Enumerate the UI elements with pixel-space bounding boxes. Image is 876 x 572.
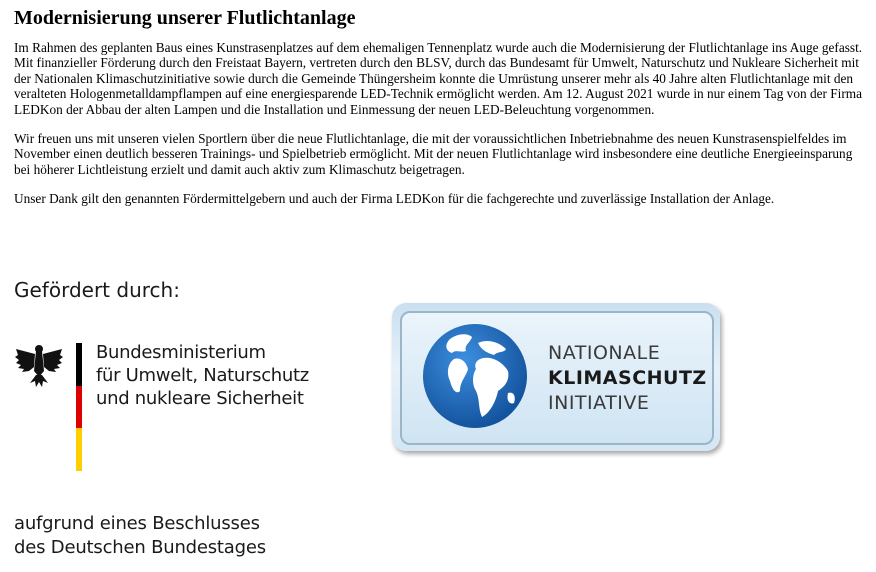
decision-line-1: aufgrund eines Beschlusses (14, 513, 260, 534)
federal-eagle-icon (14, 341, 64, 389)
decision-line-2: des Deutschen Bundestages (14, 537, 266, 558)
ministry-name-line-1: Bundesministerium (96, 342, 266, 363)
article (14, 6, 864, 221)
ministry-name (96, 341, 309, 410)
flag-red-stripe (76, 386, 82, 429)
initiative-name (548, 341, 707, 416)
article-paragraph-1: Im Rahmen des geplanten Baus eines Kunstrasenplatzes auf dem ehemaligen Tennenplatz wurde auch die Modernisierung der Flutlichtanlage ins Auge gefasst. Mit finanzieller Förderung durch den Freistaat Bayern, vertreten durch den BLSV, durch das Bundesamt für Umwelt, Naturschutz und Nukleare Sicherheit mit der Nationalen Klimaschutzinitiative sowie durch die Gemeinde Thüngersheim konnte die Umrüstung unserer mehr als 40 Jahre alten Flutlichtanlage mit den veralteten Hologenmetalldampflampen auf eine energiesparende LED-Technik ermöglicht werden. Am 12. August 2021 wurde in nur einem Tag von der Firma LEDKon der Abbau der alten Lampen und die Installation und Einmessung der neuen LED-Beleuchtung vorgenommen. (14, 40, 863, 117)
sponsor-heading: Gefördert durch: (14, 278, 180, 302)
article-paragraph-2: Wir freuen uns mit unseren vielen Sportlern über die neue Flutlichtanlage, die mit der voraussichtlichen Inbetriebnahme des neuen Kunstrasenspielfeldes im November einen deutlich besseren Trainings- und Spielbetrieb ermöglicht. Mit der neuen Flutlichtanlage wird insbesondere eine deutliche Energieeinsparung bei höherer Lichtleistung erzielt und damit auch aktiv zum Klimaschutz beigetragen. (14, 131, 853, 177)
initiative-line-1: NATIONALE (548, 342, 661, 364)
initiative-logo (392, 303, 722, 453)
bundestag-decision-note (14, 512, 266, 560)
flag-black-stripe (76, 343, 82, 386)
initiative-line-2: KLIMASCHUTZ (548, 367, 707, 389)
ministry-name-line-2: für Umwelt, Naturschutz (96, 365, 309, 386)
article-paragraph-3: Unser Dank gilt den genannten Fördermittelgebern und auch der Firma LEDKon für die fachgerechte und zuverlässige Installation der Anlage. (14, 191, 775, 207)
ministry-logo (14, 335, 344, 475)
german-flag-bar (76, 343, 82, 471)
flag-gold-stripe (76, 428, 82, 471)
article-title: Modernisierung unserer Flutlichtanlage (14, 7, 356, 29)
globe-icon (420, 321, 530, 431)
initiative-line-3: INITIATIVE (548, 392, 650, 414)
ministry-name-line-3: und nukleare Sicherheit (96, 388, 304, 409)
